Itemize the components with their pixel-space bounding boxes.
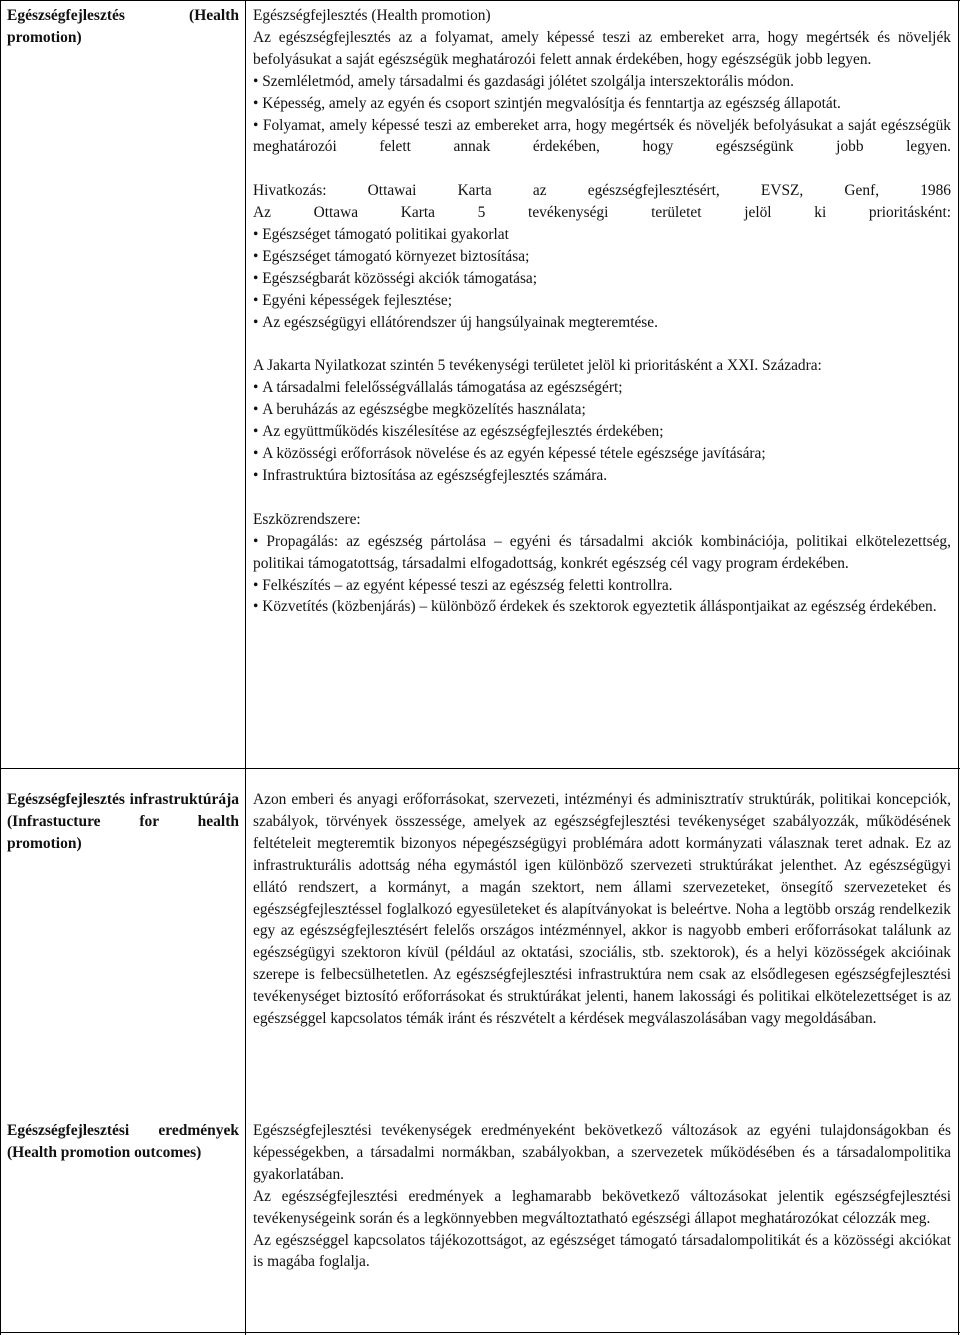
ottawa-item: • Egészségbarát közösségi akciók támogatása; — [253, 268, 951, 290]
jakarta-item: • A közösségi erőforrások növelése és az egyén képessé tétele egészsége javítására; — [253, 443, 951, 465]
term-outcomes: Egészségfejlesztési eredmények (Health promotion outcomes) — [7, 1122, 239, 1161]
ottawa-item: • Egészséget támogató politikai gyakorlat — [253, 224, 951, 246]
definition-intro: Az egészségfejlesztés az a folyamat, amely képessé teszi az embereket arra, hogy megértsék és növeljék befolyásukat a saját egészségük meghatározói felett annak érdekében, hogy egészségük jobb legyen. — [253, 28, 951, 68]
column-divider — [245, 0, 246, 1335]
definition-infrastructure — [253, 789, 951, 1030]
tools-item: • Propagálás: az egészség pártolása – egyéni és társadalmi akciók kombinációja, politikai elkötelezettség, politikai támogatottság, társadalmi elfogadottság, konkrét egészség cél vagy program érdekében. — [253, 531, 951, 575]
spacer — [253, 334, 951, 356]
jakarta-item: • A beruházás az egészségbe megközelítés használata; — [253, 399, 951, 421]
table-border-right — [958, 0, 959, 1335]
definition-health-promotion — [253, 5, 951, 618]
jakarta-item: • Infrastruktúra biztosítása az egészségfejlesztés számára. — [253, 465, 951, 487]
spacer — [253, 487, 951, 509]
ottawa-item: • Egyéni képességek fejlesztése; — [253, 290, 951, 312]
table-border-top — [0, 0, 960, 1]
jakarta-intro: A Jakarta Nyilatkozat szintén 5 tevékenységi területet jelöl ki prioritásként a XXI. Századra: — [253, 357, 822, 375]
definition-title: Egészségfejlesztés (Health promotion) — [253, 7, 491, 24]
ottawa-item: • Egészséget támogató környezet biztosítása; — [253, 246, 951, 268]
ottawa-reference: Hivatkozás: Ottawai Karta az egészségfejlesztésért, EVSZ, Genf, 1986 — [253, 182, 951, 200]
bullet-item: • Képesség, amely az egyén és csoport szintjén megvalósítja és fenntartja az egészség állapotát. — [253, 93, 951, 115]
tools-item: • Felkészítés – az egyént képessé teszi az egészség feletti kontrollra. — [253, 575, 951, 597]
table-border-left — [0, 0, 1, 1335]
table-border-bottom — [0, 1332, 960, 1333]
outcomes-paragraph-1: Egészségfejlesztési tevékenységek eredményeként bekövetkező változások az egyéni tulajdonságokban és képességekben, a társadalmi normákban, szabályokban, a szervezetek működésében és a társadalompolitika gyakorlatában. — [253, 1122, 951, 1183]
outcomes-paragraph-2: Az egészségfejlesztési eredmények a leghamarabb bekövetkező változásokat jelentik egészségfejlesztési tevékenységeink során és a legkönnyebben megváltoztatható egészségi állapot meghatározókat célozzák meg. — [253, 1187, 951, 1227]
ottawa-item: • Az egészségügyi ellátórendszer új hangsúlyainak megteremtése. — [253, 312, 951, 334]
term-health-promotion: Egészségfejlesztés (Health promotion) — [7, 7, 239, 46]
ottawa-intro: Az Ottawa Karta 5 tevékenységi területet jelöl ki prioritásként: — [253, 204, 951, 222]
tools-title: Eszközrendszere: — [253, 510, 361, 528]
bullet-item: • Szemléletmód, amely társadalmi és gazdasági jólétet szolgálja interszektorális módon. — [253, 71, 951, 93]
tools-item: • Közvetítés (közbenjárás) – különböző érdekek és szektorok egyeztetik álláspontjaikat az egészség érdekében. — [253, 596, 951, 618]
row-divider-1 — [0, 768, 960, 769]
jakarta-item: • Az együttműködés kiszélesítése az egészségfejlesztés érdekében; — [253, 421, 951, 443]
term-infrastructure: Egészségfejlesztés infrastruktúrája (Infrastucture for health promotion) — [7, 791, 239, 852]
definition-outcomes — [253, 1120, 951, 1273]
spacer — [253, 158, 951, 180]
bullet-item: • Folyamat, amely képessé teszi az embereket arra, hogy megértsék és növeljék befolyásukat a saját egészségük meghatározói felett annak érdekében, hogy egészségünk jobb legyen. — [253, 115, 951, 159]
definition-text: Azon emberi és anyagi erőforrásokat, szervezeti, intézményi és adminisztratív struktúrák, politikai koncepciók, szabályok, törvények összessége, amelyek az egészségfejlesztési tevékenységet szabályozzák, működésének feltételeit megteremtik bizonyos népegészségügyi problémára adott kormányzati válasznak teret adnak. Ez az infrastrukturális adottság néha egymástól igen különböző szervezeti struktúrákat jelenthet. Az egészségügyi ellátó rendszert, a kormányt, a magán szektort, nem állami szervezeteket, önsegítő szervezeteket és egészségfejlesztéssel foglalkozó egyesületeket és alapítványokat is beleértve. Noha a legtöbb ország rendelkezik egy az egészségfejlesztésért felelős országos intézménnyel, akkor is nagyobb emberi erőforrásokat találunk az egészségügyi szektoron kívül (például az oktatási, szociális, stb. szektorok), és a helyi közösségek akcióinak szerepe is felbecsülhetetlen. Az egészségfejlesztési infrastruktúra nem csak az elsődlegesen egészségfejlesztési tevékenységet biztosító erőforrásokat és struktúrákat jelenti, hanem lakossági és politikai elkötelezettséget is az egészséggel kapcsolatos témák iránt és részvételt a kérdések megválaszolásában vagy megoldásában. — [253, 791, 951, 1028]
outcomes-paragraph-3: Az egészséggel kapcsolatos tájékozottságot, az egészséget támogató társadalompolitikát és a közösségi akciókat is magába foglalja. — [253, 1231, 951, 1271]
jakarta-item: • A társadalmi felelősségvállalás támogatása az egészségért; — [253, 377, 951, 399]
